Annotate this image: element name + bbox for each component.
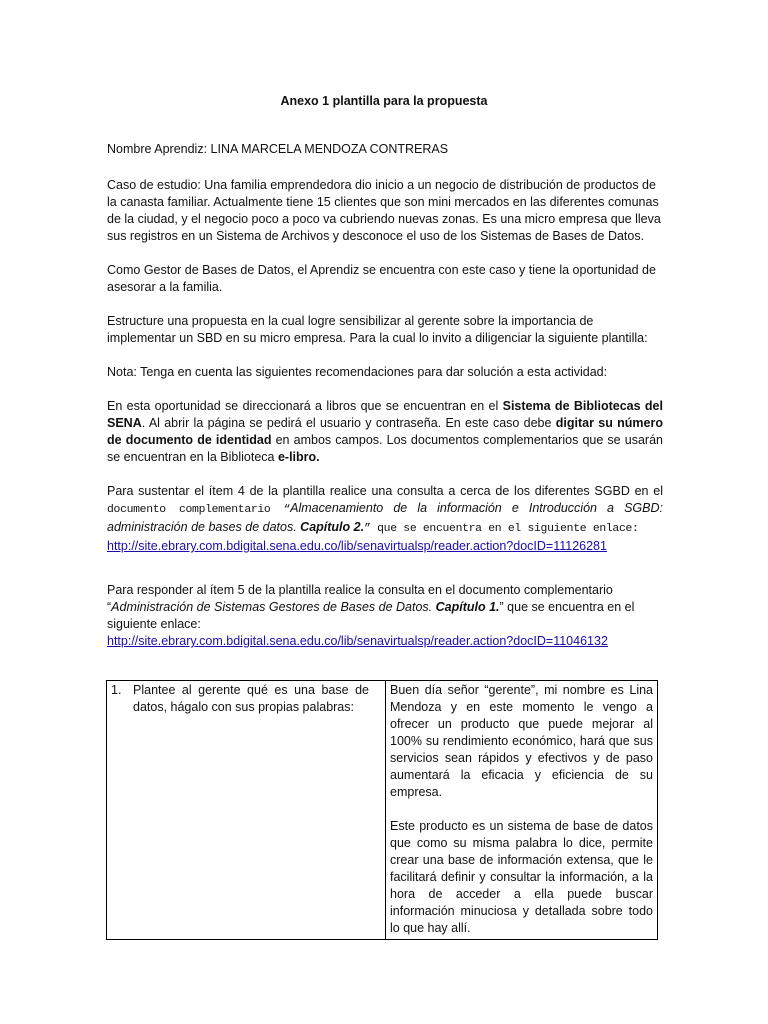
role-paragraph: Como Gestor de Bases de Datos, el Aprendiz se encuentra con este caso y tiene la oportunidad de asesorar a la familia. — [107, 263, 656, 294]
item4-chapter: Capítulo 2. — [300, 520, 365, 534]
answer-table — [106, 680, 658, 940]
item5-text-1: Para responder al ítem 5 de la plantilla realice la consulta en el documento complementario “ — [107, 583, 613, 614]
item5-paragraph — [107, 582, 663, 650]
item4-text-1: Para sustentar el ítem 4 de la plantilla realice una consulta a cerca de los diferentes SGBD en el — [107, 484, 663, 498]
item5-text-2: ” que se encuentra en el siguiente enlace: — [107, 600, 635, 631]
note-paragraph: Nota: Tenga en cuenta las siguientes recomendaciones para dar solución a esta actividad: — [107, 365, 608, 379]
item5-chapter: Capítulo 1. — [435, 600, 500, 614]
answer-paragraph-1: Buen día señor “gerente”, mi nombre es Lina Mendoza y en este momento le vengo a ofrecer un producto que puede mejorar al 100% su rendimiento económico, hará que sus servicios sean rápidos y efectivos y de paso aumentará la eficacia y eficiencia de su empresa. — [390, 683, 653, 799]
item4-italic-text: Almacenamiento de la información e Introducción a SGBD: administración de bases de datos. — [107, 501, 663, 534]
item5-link[interactable]: http://site.ebrary.com.bdigital.sena.edu.co/lib/senavirtualsp/reader.action?docID=11046132 — [107, 634, 608, 648]
library-bold-3: e-libro. — [277, 450, 320, 464]
student-name: Nombre Aprendiz: LINA MARCELA MENDOZA CONTRERAS — [107, 142, 449, 156]
library-text-2: . Al abrir la página se pedirá el usuario y contraseña. En este caso debe — [141, 416, 556, 430]
library-bold-1: Sistema de Bibliotecas del SENA — [107, 399, 663, 430]
question-cell — [107, 681, 386, 940]
item4-paragraph — [107, 483, 663, 555]
item5-italic-text: Administración de Sistemas Gestores de Bases de Datos. — [111, 600, 436, 614]
case-study-paragraph: Caso de estudio: Una familia emprendedora dio inicio a un negocio de distribución de productos de la canasta familiar. Actualmente tiene 15 clientes que son mini mercados en las diferentes comunas de la ciudad, y el negocio poco a poco va cubriendo nuevas zonas. Es una micro empresa que lleva sus registros en un Sistema de Archivos y desconoce el uso de los Sistemas de Bases de Datos. — [107, 178, 661, 243]
question-number: 1. — [111, 683, 122, 697]
library-bold-2: digitar su número de documento de identidad — [107, 416, 663, 447]
item4-mono-text: documento complementario “ — [107, 504, 291, 516]
item4-link[interactable]: http://site.ebrary.com.bdigital.sena.edu.co/lib/senavirtualsp/reader.action?docID=11126281 — [107, 539, 607, 553]
page-title: Anexo 1 plantilla para la propuesta — [280, 94, 488, 108]
task-paragraph: Estructure una propuesta en la cual logre sensibilizar al gerente sobre la importancia de implementar un SBD en su micro empresa. Para la cual lo invito a diligenciar la siguiente plantilla: — [107, 314, 648, 345]
question-text: Plantee al gerente qué es una base de datos, hágalo con sus propias palabras: — [133, 683, 369, 714]
library-text-1: En esta oportunidad se direccionará a libros que se encuentran en el — [107, 399, 503, 413]
table-row — [107, 681, 658, 940]
item4-text-2: ” que se encuentra en el siguiente enlace: — [364, 523, 639, 535]
answer-paragraph-2: Este producto es un sistema de base de datos que como su misma palabra lo dice, permite crear una base de información extensa, que le facilitará definir y consultar la información, a la hora de acceder a ella puede buscar información minuciosa y detallada sobre todo lo que hay allí. — [390, 819, 653, 935]
library-paragraph — [107, 398, 663, 466]
answer-cell — [386, 681, 658, 940]
library-text-3: en ambos campos. Los documentos complementarios que se usarán se encuentran en la Biblioteca — [107, 433, 663, 464]
